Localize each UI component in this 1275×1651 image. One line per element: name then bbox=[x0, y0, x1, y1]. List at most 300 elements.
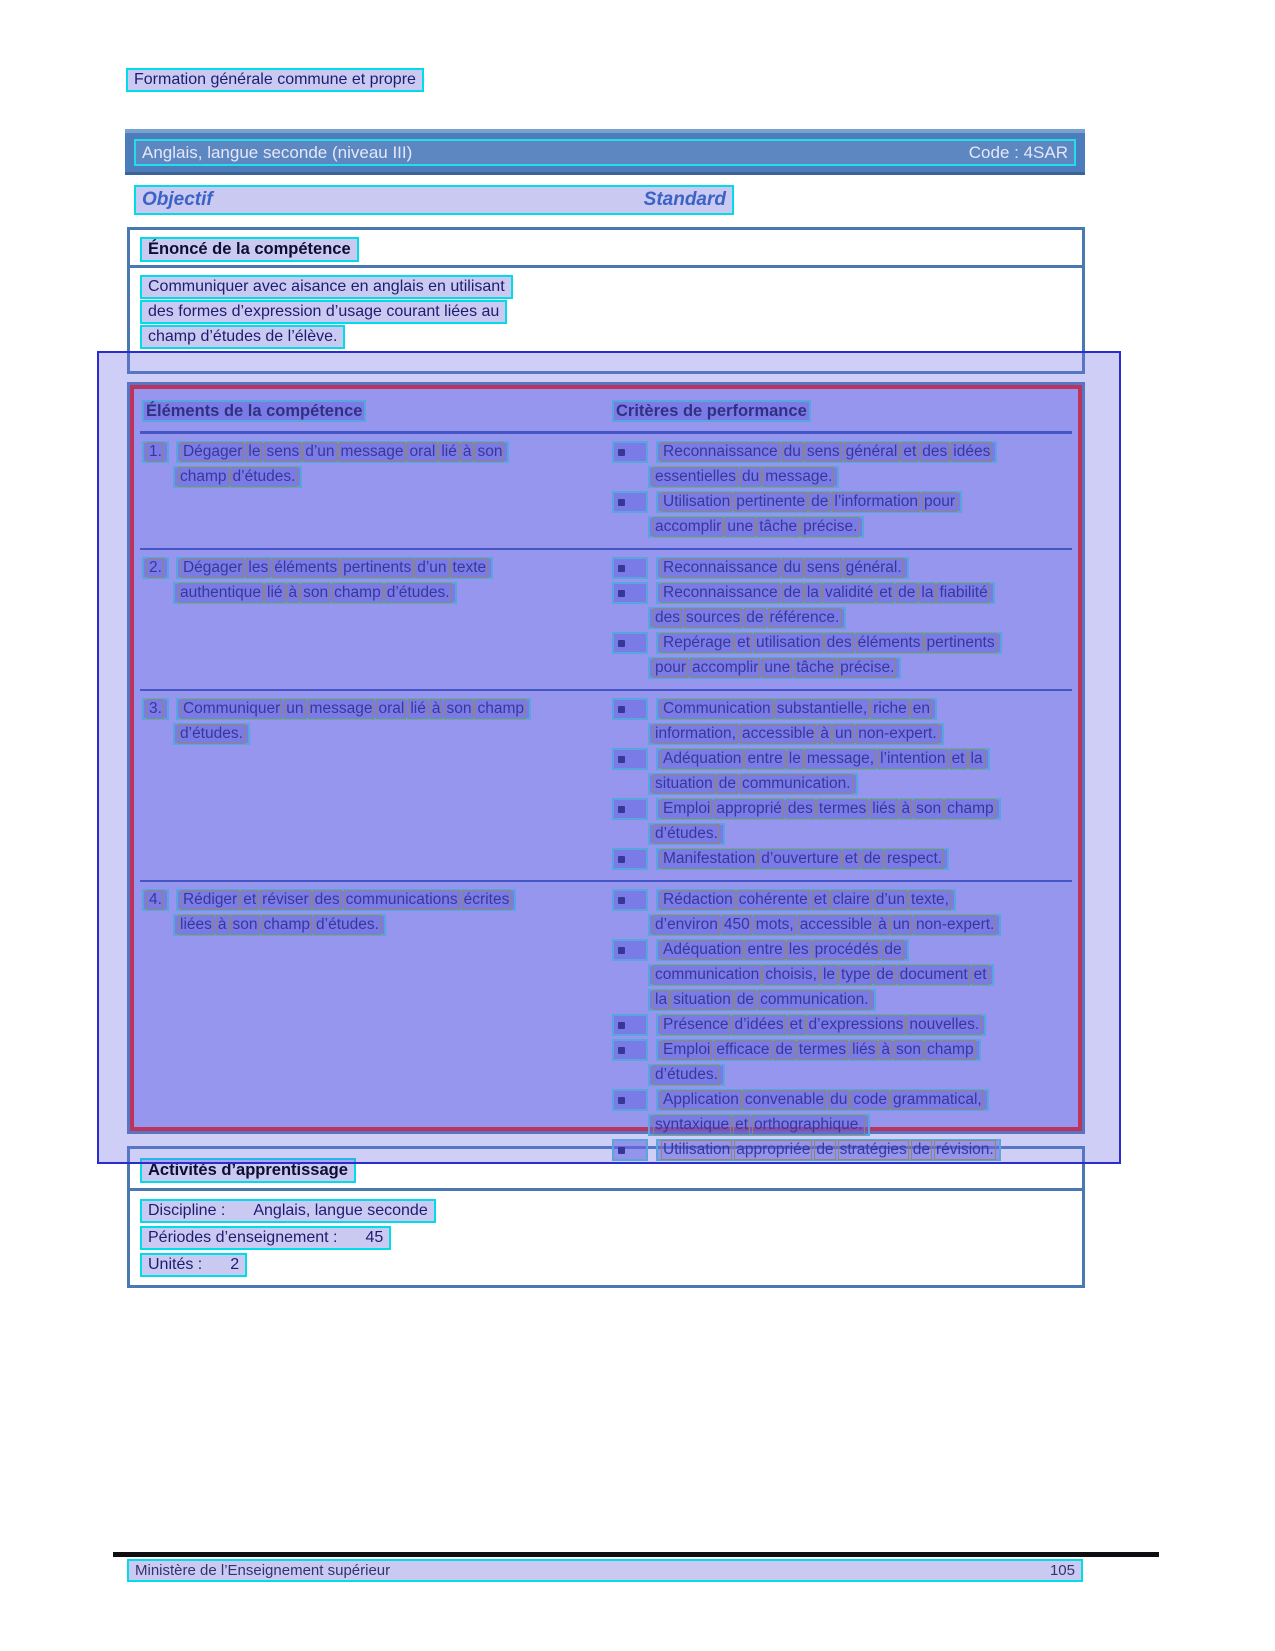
criteria-line-box bbox=[656, 557, 909, 579]
criteria-line-box bbox=[656, 491, 962, 513]
ocr-word-box: mots, bbox=[755, 916, 794, 933]
element-line bbox=[142, 441, 610, 463]
ocr-word-box: et bbox=[951, 750, 965, 767]
ocr-word-box: Application bbox=[663, 1091, 739, 1108]
ocr-word-box: lié bbox=[441, 443, 457, 460]
ocr-word-box: la bbox=[806, 584, 819, 601]
criteria-line bbox=[612, 698, 1072, 720]
ocr-word-box: texte bbox=[452, 559, 487, 576]
bullet-dot bbox=[618, 1047, 625, 1054]
ocr-word-box: message. bbox=[765, 468, 833, 485]
criteria-line-box bbox=[656, 1014, 986, 1036]
ocr-word-box: le bbox=[248, 443, 261, 460]
ocr-word-box: et bbox=[735, 1116, 749, 1133]
ocr-word-box: situation bbox=[673, 991, 731, 1008]
criteria-line bbox=[612, 889, 1072, 911]
criteria-line-box bbox=[648, 607, 846, 629]
ocr-word-box: un bbox=[834, 725, 853, 742]
footer-rule bbox=[113, 1552, 1159, 1557]
ocr-word-box: du bbox=[783, 559, 801, 576]
ocr-word-box: syntaxique bbox=[655, 1116, 730, 1133]
ocr-word-box: de bbox=[736, 991, 755, 1008]
criteria-bullet bbox=[612, 582, 648, 604]
ocr-word-box: la bbox=[655, 991, 668, 1008]
criteria-bullet bbox=[612, 1014, 648, 1036]
element-line-box bbox=[176, 698, 531, 720]
element-line bbox=[142, 557, 610, 579]
ocr-word-box: message bbox=[340, 443, 404, 460]
ocr-word-box: d’études. bbox=[655, 1066, 718, 1083]
ocr-word-box: information, bbox=[655, 725, 736, 742]
ocr-word-box: écrites bbox=[463, 891, 510, 908]
criteria-bullet bbox=[612, 632, 648, 654]
enonce-body bbox=[130, 268, 1082, 349]
criteria-line bbox=[612, 632, 1072, 654]
ocr-word-box: Communiquer bbox=[182, 700, 281, 717]
ocr-word-box: pertinents bbox=[926, 634, 995, 651]
enonce-line-highlight: des formes d’expression d’usage courant liées au bbox=[140, 300, 507, 324]
criteria-line-box bbox=[656, 798, 1001, 820]
ocr-word-box: à bbox=[820, 725, 829, 742]
enonce-competence-box bbox=[127, 227, 1085, 374]
criteria-bullet bbox=[612, 1039, 648, 1061]
criteria-bullet bbox=[612, 889, 648, 911]
criteria-line-box bbox=[656, 1039, 981, 1061]
criteria-line-box bbox=[656, 848, 949, 870]
element-line-box bbox=[173, 914, 386, 936]
element-line-box bbox=[176, 889, 516, 911]
column-header-criteres: Critères de performance bbox=[612, 400, 1070, 422]
ocr-word-box: 4. bbox=[149, 891, 162, 908]
ocr-word-box: 2. bbox=[149, 559, 162, 576]
ocr-word-box: révision. bbox=[936, 1141, 994, 1158]
bullet-dot bbox=[618, 897, 625, 904]
ocr-word-box: des bbox=[655, 609, 680, 626]
ocr-word-box: des bbox=[826, 634, 852, 651]
ocr-word-box: des bbox=[922, 443, 948, 460]
criteria-bullet bbox=[612, 441, 648, 463]
table-rows bbox=[140, 434, 1072, 1171]
ocr-word-box: document bbox=[899, 966, 968, 983]
ocr-word-box: 450 bbox=[723, 916, 750, 933]
standard-label: Standard bbox=[643, 189, 726, 210]
bullet-dot bbox=[618, 856, 625, 863]
element-line bbox=[142, 889, 610, 911]
element-line-box bbox=[173, 466, 302, 488]
course-header-bar bbox=[125, 129, 1085, 175]
criteria-line bbox=[612, 1014, 1072, 1036]
criteria-line bbox=[612, 1039, 1072, 1061]
ocr-word-box: précise. bbox=[803, 518, 858, 535]
ocr-word-box: précise. bbox=[840, 659, 895, 676]
ocr-word-box: champ bbox=[334, 584, 381, 601]
ocr-word-box: d’études. bbox=[316, 916, 379, 933]
criteria-line-box bbox=[656, 889, 956, 911]
criteria-bullet bbox=[612, 557, 648, 579]
ocr-word-box: Reconnaissance bbox=[663, 443, 778, 460]
activity-value: 2 bbox=[230, 1256, 240, 1273]
document-category-label: Formation générale commune et propre bbox=[126, 68, 424, 92]
bullet-dot bbox=[618, 1097, 625, 1104]
criteria-bullet bbox=[612, 848, 648, 870]
criteria-line-box bbox=[656, 441, 997, 463]
criteria-line-box bbox=[656, 698, 937, 720]
ocr-word-box: les bbox=[788, 941, 809, 958]
course-title: Anglais, langue seconde (niveau III) bbox=[142, 142, 413, 162]
ocr-word-box: message, bbox=[806, 750, 875, 767]
enonce-line bbox=[140, 275, 1082, 299]
ocr-word-box: d’un bbox=[417, 559, 447, 576]
enonce-line bbox=[140, 300, 1082, 324]
criteria-line bbox=[648, 823, 1072, 845]
ocr-word-box: message bbox=[309, 700, 373, 717]
ocr-word-box: champ bbox=[947, 800, 994, 817]
ocr-word-box: code bbox=[853, 1091, 887, 1108]
ocr-word-box: et bbox=[903, 443, 917, 460]
ocr-word-box: la bbox=[921, 584, 934, 601]
table-header-row bbox=[140, 395, 1072, 434]
criteria-line-box bbox=[648, 1064, 725, 1086]
ocr-word-box: le bbox=[788, 750, 801, 767]
ocr-word-box: lié bbox=[267, 584, 283, 601]
ocr-word-box: choisis, bbox=[765, 966, 817, 983]
element-cell bbox=[140, 889, 610, 1164]
ocr-word-box: Emploi bbox=[663, 1041, 711, 1058]
criteria-line-box bbox=[656, 1089, 989, 1111]
activity-row-highlight bbox=[140, 1199, 436, 1223]
ocr-word-box: d’un bbox=[875, 891, 906, 908]
ocr-word-box: l’intention bbox=[880, 750, 946, 767]
criteria-line-box bbox=[648, 964, 994, 986]
ocr-word-box: son bbox=[303, 584, 329, 601]
ocr-word-box: des bbox=[787, 800, 813, 817]
course-code: Code : 4SAR bbox=[968, 142, 1068, 162]
ocr-word-box: à bbox=[217, 916, 227, 933]
ocr-word-box: son bbox=[896, 1041, 922, 1058]
ocr-word-box: et bbox=[789, 1016, 803, 1033]
footer-ministry-label: Ministère de l’Enseignement supérieur bbox=[135, 1562, 391, 1579]
ocr-word-box: Rédaction bbox=[663, 891, 733, 908]
activity-label: Discipline : bbox=[148, 1202, 226, 1219]
criteria-cell bbox=[610, 441, 1072, 541]
element-line-box bbox=[173, 582, 457, 604]
ocr-word-box: Repérage bbox=[663, 634, 732, 651]
criteria-line bbox=[612, 1089, 1072, 1111]
criteria-line bbox=[648, 657, 1072, 679]
activity-row bbox=[140, 1226, 1082, 1250]
ocr-word-box: du bbox=[783, 443, 801, 460]
ocr-word-box: accomplir bbox=[692, 659, 759, 676]
objectif-standard-row bbox=[134, 185, 734, 215]
ocr-word-box: communication bbox=[655, 966, 760, 983]
ocr-word-box: stratégies bbox=[839, 1141, 907, 1158]
ocr-word-box: sens bbox=[806, 559, 840, 576]
ocr-word-box: sens bbox=[266, 443, 300, 460]
ocr-word-box: à bbox=[431, 700, 441, 717]
ocr-word-box: son bbox=[232, 916, 258, 933]
bullet-dot bbox=[618, 449, 625, 456]
criteria-line-box bbox=[656, 582, 995, 604]
ocr-word-box: du bbox=[742, 468, 760, 485]
ocr-word-box: général bbox=[845, 443, 898, 460]
ocr-word-box: son bbox=[916, 800, 942, 817]
ocr-word-box: substantielle, bbox=[776, 700, 868, 717]
ocr-word-box: Emploi bbox=[663, 800, 711, 817]
element-number bbox=[142, 441, 169, 463]
red-annotation-frame bbox=[130, 385, 1082, 1158]
ocr-word-box: pour bbox=[655, 659, 687, 676]
ocr-word-box: et bbox=[737, 634, 751, 651]
ocr-word-box: Rédiger bbox=[182, 891, 238, 908]
element-line bbox=[173, 582, 610, 604]
element-line bbox=[173, 914, 610, 936]
ocr-word-box: entre bbox=[747, 750, 783, 767]
ocr-word-box: liées bbox=[180, 916, 212, 933]
criteria-line bbox=[612, 582, 1072, 604]
ocr-word-box: pour bbox=[923, 493, 955, 510]
criteria-line bbox=[648, 773, 1072, 795]
criteria-line bbox=[612, 441, 1072, 463]
ocr-word-box: en bbox=[912, 700, 931, 717]
criteria-bullet bbox=[612, 939, 648, 961]
criteria-line bbox=[648, 964, 1072, 986]
ocr-word-box: de bbox=[718, 775, 736, 792]
criteria-line bbox=[612, 1139, 1072, 1161]
criteria-line bbox=[648, 914, 1072, 936]
bullet-dot bbox=[618, 806, 625, 813]
ocr-word-box: à bbox=[881, 1041, 891, 1058]
ocr-word-box: de bbox=[898, 584, 916, 601]
ocr-word-box: champ bbox=[477, 700, 524, 717]
ocr-word-box: de bbox=[863, 850, 881, 867]
criteria-cell bbox=[610, 698, 1072, 873]
ocr-word-box: liés bbox=[872, 800, 896, 817]
criteria-line-box bbox=[648, 989, 876, 1011]
enonce-line-highlight: champ d’études de l’élève. bbox=[140, 325, 345, 349]
ocr-word-box: son bbox=[477, 443, 503, 460]
element-row bbox=[140, 691, 1072, 882]
ocr-word-box: accessible bbox=[741, 725, 815, 742]
ocr-word-box: non-expert. bbox=[915, 916, 995, 933]
criteria-line-box bbox=[656, 748, 990, 770]
criteria-line bbox=[612, 939, 1072, 961]
ocr-word-box: champ bbox=[263, 916, 311, 933]
criteria-line-box bbox=[648, 1114, 870, 1136]
ocr-word-box: Communication bbox=[663, 700, 771, 717]
ocr-word-box: d’un bbox=[305, 443, 335, 460]
ocr-word-box: un bbox=[892, 916, 910, 933]
criteria-bullet bbox=[612, 798, 648, 820]
ocr-word-box: 1. bbox=[149, 443, 162, 460]
ocr-word-box: d’expressions bbox=[808, 1016, 904, 1033]
activites-rows bbox=[130, 1191, 1082, 1277]
ocr-word-box: convenable bbox=[744, 1091, 825, 1108]
ocr-word-box: le bbox=[822, 966, 836, 983]
enonce-line bbox=[140, 325, 1082, 349]
bullet-dot bbox=[618, 1147, 625, 1154]
bullet-dot bbox=[618, 499, 625, 506]
ocr-word-box: cohérente bbox=[738, 891, 808, 908]
ocr-word-box: communications bbox=[345, 891, 458, 908]
ocr-word-box: d’ouverture bbox=[761, 850, 839, 867]
element-cell bbox=[140, 557, 610, 682]
criteria-bullet bbox=[612, 1089, 648, 1111]
ocr-word-box: Utilisation bbox=[663, 493, 731, 510]
ocr-word-box: un bbox=[286, 700, 304, 717]
enonce-title: Énoncé de la compétence bbox=[140, 237, 359, 262]
enonce-title-row bbox=[130, 230, 1082, 268]
ocr-word-box: termes bbox=[818, 800, 867, 817]
ocr-word-box: accomplir bbox=[655, 518, 722, 535]
ocr-word-box: lié bbox=[410, 700, 426, 717]
bullet-dot bbox=[618, 706, 625, 713]
ocr-word-box: essentielles bbox=[655, 468, 736, 485]
criteria-line bbox=[612, 798, 1072, 820]
criteria-line-box bbox=[648, 823, 725, 845]
ocr-word-box: champ bbox=[180, 468, 227, 485]
ocr-word-box: approprié bbox=[716, 800, 782, 817]
ocr-word-box: termes bbox=[798, 1041, 847, 1058]
ocr-word-box: une bbox=[764, 659, 791, 676]
ocr-word-box: utilisation bbox=[756, 634, 821, 651]
ocr-word-box: nouvelles. bbox=[909, 1016, 980, 1033]
ocr-word-box: entre bbox=[747, 941, 783, 958]
ocr-word-box: Utilisation bbox=[663, 1141, 731, 1158]
ocr-word-box: et bbox=[844, 850, 858, 867]
ocr-word-box: tâche bbox=[759, 518, 798, 535]
ocr-word-box: fiabilité bbox=[939, 584, 988, 601]
ocr-word-box: 3. bbox=[149, 700, 162, 717]
criteria-cell bbox=[610, 889, 1072, 1164]
activity-row-highlight bbox=[140, 1226, 391, 1250]
ocr-word-box: Adéquation bbox=[663, 750, 742, 767]
bullet-dot bbox=[618, 947, 625, 954]
ocr-word-box: l’information bbox=[834, 493, 918, 510]
element-number bbox=[142, 889, 169, 911]
bullet-dot bbox=[618, 1022, 625, 1029]
activity-label: Périodes d’enseignement : bbox=[148, 1229, 338, 1246]
element-row bbox=[140, 550, 1072, 691]
ocr-word-box: procédés bbox=[814, 941, 879, 958]
ocr-word-box: des bbox=[314, 891, 340, 908]
bullet-dot bbox=[618, 590, 625, 597]
ocr-word-box: non-expert. bbox=[858, 725, 937, 742]
criteria-bullet bbox=[612, 491, 648, 513]
ocr-word-box: d’études. bbox=[655, 825, 718, 842]
ocr-word-box: Manifestation bbox=[663, 850, 756, 867]
criteria-line bbox=[648, 723, 1072, 745]
ocr-word-box: la bbox=[970, 750, 983, 767]
element-number bbox=[142, 557, 169, 579]
criteria-line bbox=[648, 516, 1072, 538]
ocr-word-box: riche bbox=[873, 700, 907, 717]
ocr-word-box: Dégager bbox=[182, 559, 243, 576]
ocr-word-box: de bbox=[816, 1141, 834, 1158]
element-line-box bbox=[176, 441, 510, 463]
ocr-word-box: Reconnaissance bbox=[663, 559, 778, 576]
activity-row bbox=[140, 1253, 1082, 1277]
criteria-bullet bbox=[612, 1139, 648, 1161]
ocr-word-box: type bbox=[841, 966, 871, 983]
ocr-word-box: validité bbox=[824, 584, 874, 601]
element-cell bbox=[140, 441, 610, 541]
ocr-word-box: et bbox=[813, 891, 827, 908]
footer-row bbox=[127, 1559, 1083, 1582]
ocr-word-box: d’études. bbox=[386, 584, 450, 601]
ocr-word-box: respect. bbox=[886, 850, 943, 867]
ocr-word-box: et bbox=[879, 584, 893, 601]
ocr-word-box: de bbox=[912, 1141, 931, 1158]
ocr-word-box: sources bbox=[686, 609, 741, 626]
criteria-line-box bbox=[656, 1139, 1001, 1161]
ocr-word-box: idées bbox=[953, 443, 991, 460]
activity-row bbox=[140, 1199, 1082, 1223]
ocr-word-box: de bbox=[783, 584, 801, 601]
criteria-line bbox=[648, 607, 1072, 629]
ocr-word-box: d’études. bbox=[232, 468, 296, 485]
criteria-line-box bbox=[648, 914, 1001, 936]
ocr-word-box: de bbox=[775, 1041, 793, 1058]
ocr-word-box: réviser bbox=[262, 891, 309, 908]
element-line bbox=[173, 466, 610, 488]
ocr-word-box: oral bbox=[378, 700, 405, 717]
ocr-word-box: champ bbox=[927, 1041, 974, 1058]
ocr-word-box: les bbox=[248, 559, 269, 576]
activity-value: Anglais, langue seconde bbox=[253, 1202, 428, 1219]
enonce-line-highlight: Communiquer avec aisance en anglais en utilisant bbox=[140, 275, 513, 299]
element-number bbox=[142, 698, 169, 720]
criteria-line bbox=[648, 989, 1072, 1011]
ocr-word-box: de bbox=[876, 966, 894, 983]
criteria-cell bbox=[610, 557, 1072, 682]
ocr-word-box: tâche bbox=[796, 659, 835, 676]
header-highlight-box bbox=[134, 139, 1076, 166]
criteria-line-box bbox=[656, 632, 1002, 654]
ocr-word-box: pertinents bbox=[343, 559, 412, 576]
criteria-bullet bbox=[612, 748, 648, 770]
ocr-word-box: Reconnaissance bbox=[663, 584, 778, 601]
ocr-word-box: d’études. bbox=[180, 725, 243, 742]
ocr-word-box: de bbox=[884, 941, 902, 958]
ocr-word-box: authentique bbox=[180, 584, 262, 601]
ocr-word-box: Adéquation bbox=[663, 941, 742, 958]
ocr-word-box: de bbox=[746, 609, 764, 626]
ocr-word-box: situation bbox=[655, 775, 713, 792]
criteria-line-box bbox=[648, 773, 858, 795]
bullet-dot bbox=[618, 756, 625, 763]
element-line-box bbox=[173, 723, 250, 745]
criteria-line-box bbox=[656, 939, 909, 961]
ocr-word-box: de bbox=[811, 493, 829, 510]
criteria-line bbox=[612, 491, 1072, 513]
ocr-word-box: éléments bbox=[274, 559, 338, 576]
ocr-word-box: grammatical, bbox=[893, 1091, 982, 1108]
ocr-word-box: oral bbox=[409, 443, 436, 460]
ocr-word-box: Dégager bbox=[182, 443, 243, 460]
elements-criteria-table bbox=[127, 382, 1085, 1158]
criteria-line bbox=[612, 557, 1072, 579]
ocr-word-box: à bbox=[462, 443, 472, 460]
criteria-line bbox=[648, 1064, 1072, 1086]
column-header-elements: Éléments de la compétence bbox=[142, 400, 612, 422]
activites-title: Activités d’apprentissage bbox=[140, 1158, 356, 1183]
ocr-word-box: texte, bbox=[911, 891, 949, 908]
ocr-word-box: communication. bbox=[741, 775, 851, 792]
ocr-word-box: à bbox=[288, 584, 298, 601]
ocr-word-box: orthographique. bbox=[754, 1116, 863, 1133]
element-line-box bbox=[176, 557, 493, 579]
ocr-word-box: accessible bbox=[799, 916, 873, 933]
